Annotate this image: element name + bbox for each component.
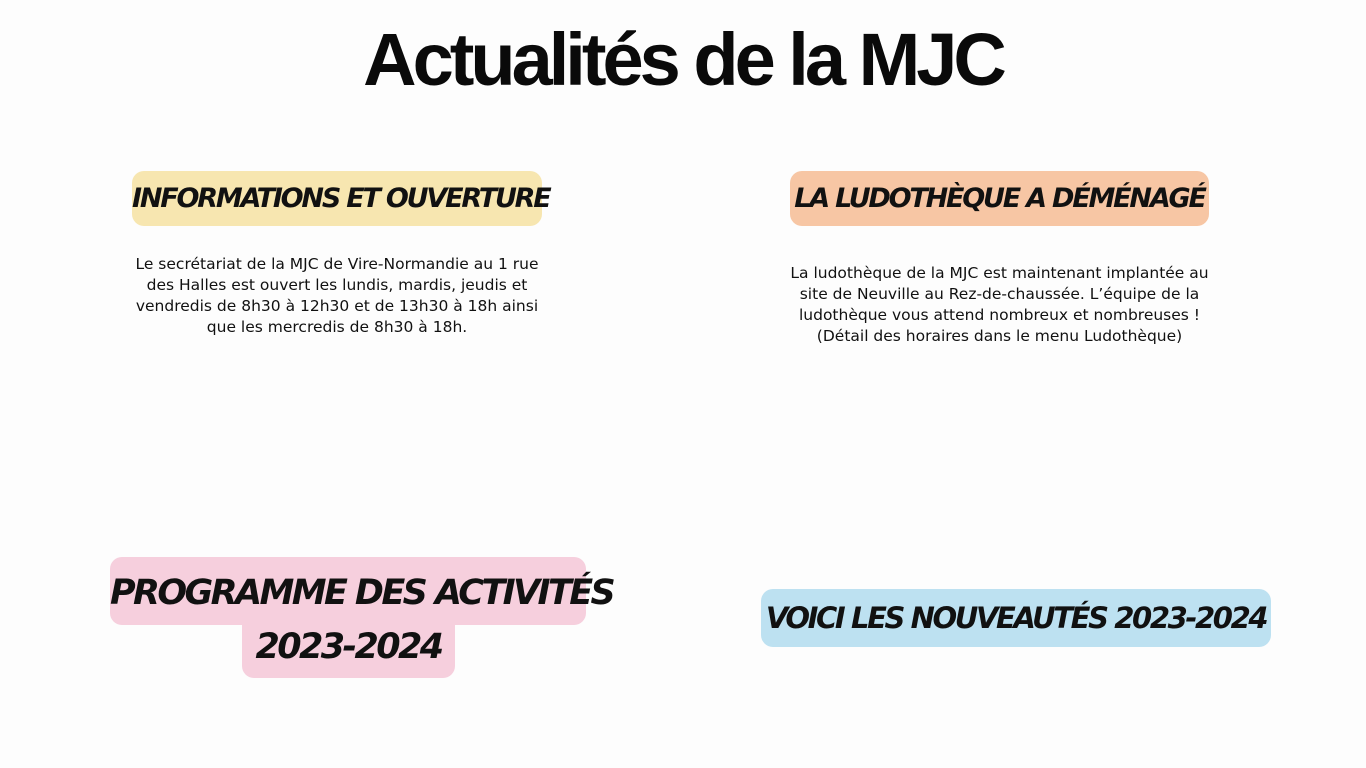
programme-heading-year[interactable]: 2023-2024: [242, 618, 455, 678]
ludotheque-text: La ludothèque de la MJC est maintenant implantée au site de Neuville au Rez-de-chaussée. L’équipe de la ludothèque vous attend nombreux et nombreuses ! (Détail des horaires dans le menu Ludothèque): [790, 264, 1209, 345]
ludotheque-heading: LA LUDOTHÈQUE A DÉMÉNAGÉ: [790, 171, 1209, 226]
informations-text: Le secrétariat de la MJC de Vire-Normandie au 1 rue des Halles est ouvert les lundis, mardis, jeudis et vendredis de 8h30 à 12h30 et de 13h30 à 18h ainsi que les mercredis de 8h30 à 18h.: [135, 255, 539, 336]
nouveautes-heading-link[interactable]: VOICI LES NOUVEAUTÉS 2023-2024: [761, 589, 1271, 647]
informations-heading: INFORMATIONS ET OUVERTURE: [132, 171, 542, 226]
page-title: Actualités de la MJC: [363, 18, 1003, 101]
programme-heading-link[interactable]: PROGRAMME DES ACTIVITÉS: [110, 557, 586, 625]
